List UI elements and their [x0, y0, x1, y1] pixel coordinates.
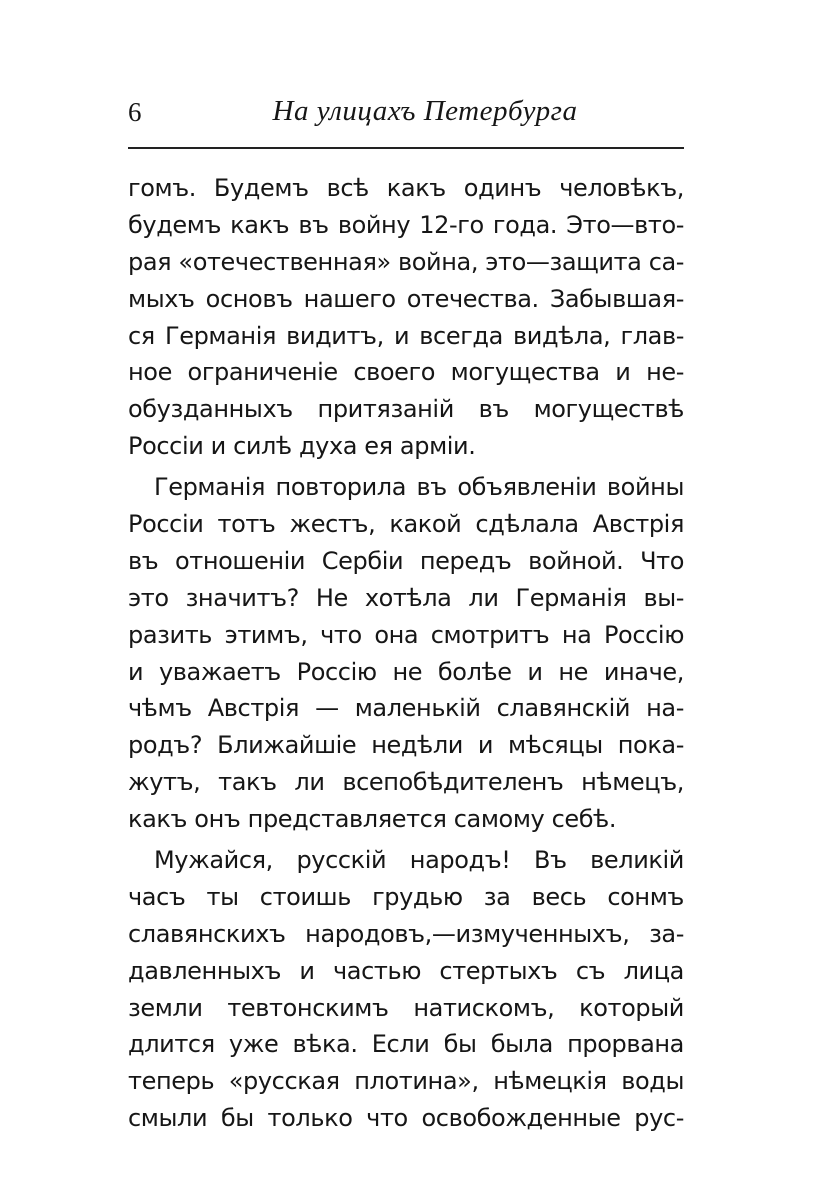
- text-line: мыхъ основъ нашего отечества. Забывшая-: [128, 284, 684, 313]
- text-line: земли тевтонскимъ натискомъ, который: [128, 993, 684, 1022]
- text-line: ся Германія видитъ, и всегда видѣла, глав-: [128, 321, 684, 350]
- text-line: въ отношеніи Сербіи передъ войной. Что: [128, 546, 684, 575]
- text-line: давленныхъ и частью стертыхъ съ лица: [128, 956, 684, 985]
- text-line: Мужайся, русскій народъ! Въ великій: [154, 846, 684, 875]
- text-line: теперь «русская плотина», нѣмецкія воды: [128, 1067, 684, 1096]
- header-rule: [128, 147, 684, 149]
- text-line: ное ограниченіе своего могущества и не-: [128, 358, 684, 387]
- running-title: На улицахъ Петербурга: [272, 95, 578, 127]
- text-line: и уважаетъ Россію не болѣе и не иначе,: [128, 657, 684, 686]
- paragraph: [128, 842, 684, 1137]
- text-line: Россіи и силѣ духа ея арміи.: [128, 432, 476, 461]
- text-line: разить этимъ, что она смотритъ на Россію: [128, 620, 684, 649]
- paragraph: [128, 469, 684, 838]
- paragraph: [128, 170, 684, 465]
- text-line: смыли бы только что освобожденные рус-: [128, 1104, 684, 1133]
- text-line: будемъ какъ въ войну 12-го года. Это—вто-: [128, 210, 684, 239]
- text-line: жутъ, такъ ли всепобѣдителенъ нѣмецъ,: [128, 768, 684, 797]
- page-number: 6: [128, 97, 142, 127]
- text-line: Германія повторила въ объявленіи войны: [154, 473, 684, 502]
- text-line: гомъ. Будемъ всѣ какъ одинъ человѣкъ,: [128, 174, 684, 202]
- text-line: длится уже вѣка. Если бы была прорвана: [128, 1030, 684, 1059]
- text-line: родъ? Ближайшіе недѣли и мѣсяцы пока-: [128, 731, 684, 760]
- text-line: славянскихъ народовъ,—измученныхъ, за-: [128, 919, 684, 948]
- text-line: обузданныхъ притязаній въ могуществѣ: [128, 395, 684, 424]
- text-line: это значитъ? Не хотѣла ли Германія вы-: [128, 583, 684, 612]
- text-line: чѣмъ Австрія — маленькій славянскій на-: [128, 694, 684, 723]
- text-line: рая «отечественная» война, это—защита са-: [128, 247, 685, 276]
- text-line: Россіи тотъ жестъ, какой сдѣлала Австрія: [128, 510, 684, 539]
- text-block: [128, 170, 684, 1141]
- text-line: какъ онъ представляется самому себѣ.: [128, 805, 617, 834]
- text-line: часъ ты стоишь грудью за весь сонмъ: [128, 882, 684, 911]
